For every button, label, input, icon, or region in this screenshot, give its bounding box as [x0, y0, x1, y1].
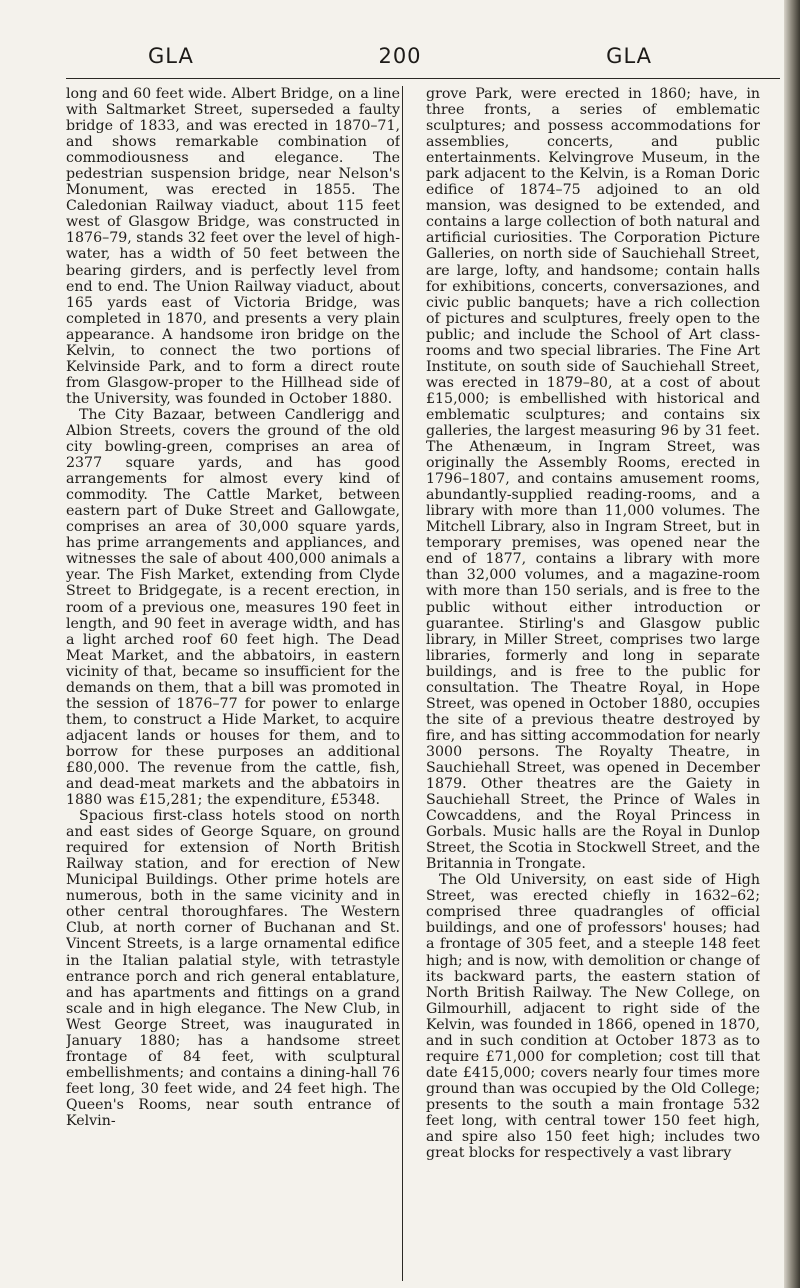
- paragraph: The Old University, on east side of High Street, was erected chiefly in 1632–62; comprised three quadrangles of official buildings, and one of professors' houses; had a frontage of 305 feet, and a steeple 148 feet high; and is now, with demolition or change of its backward parts, the eastern station of North British Railway. The New College, on Gilmourhill, adjacent to right side of the Kelvin, was founded in 1866, opened in 1870, and in such condition at October 1873 as to require £71,000 for completion; cost till that date £415,000; covers nearly four times more ground than was occupied by the Old College; presents to the south a main frontage 532 feet long, with central tower 150 feet high, and spire also 150 feet high; includes two great blocks for respectively a vast library: [426, 872, 760, 1162]
- paragraph: The City Bazaar, between Candlerigg and Albion Streets, covers the ground of the old city bowling-green, comprises an area of 2377 square yards, and has good arrangements for almost every kind of commodity. The Cattle Market, between eastern part of Duke Street and Gallowgate, comprises an area of 30,000 square yards, has prime arrangements and appliances, and witnesses the sale of about 400,000 animals a year. The Fish Market, extending from Clyde Street to Bridgegate, is a recent erection, in room of a previous one, measures 190 feet in length, and 90 feet in average width, and has a light arched roof 60 feet high. The Dead Meat Market, and the abbatoirs, in eastern vicinity of that, became so insufficient for the demands on them, that a bill was promoted in the session of 1876–77 for power to enlarge them, to construct a Hide Market, to acquire adjacent lands or houses for them, and to borrow for these purposes an additional £80,000. The revenue from the cattle, fish, and dead-meat markets and the abbatoirs in 1880 was £15,281; the expenditure, £5348.: [66, 406, 400, 809]
- left-column: [66, 86, 400, 1282]
- paragraph: grove Park, were erected in 1860; have, in three fronts, a series of emblematic sculptures; and possess accommodations for assemblies, concerts, and public entertainments. Kelvingrove Museum, in the park adjacent to the Kelvin, is a Roman Doric edifice of 1874–75 adjoined to an old mansion, was designed to be extended, and contains a large collection of both natural and artificial curiosities. The Corporation Picture Galleries, on north side of Sauchiehall Street, are large, lofty, and handsome; contain halls for exhibitions, concerts, conversaziones, and civic public banquets; have a rich collection of pictures and sculptures, freely open to the public; and include the School of Art class-rooms and two special libraries. The Fine Art Institute, on south side of Sauchiehall Street, was erected in 1879–80, at a cost of about £15,000; is embellished with historical and emblematic sculptures; and contains six galleries, the largest measuring 96 by 31 feet. The Athenæum, in Ingram Street, was originally the Assembly Rooms, erected in 1796–1807, and contains amusement rooms, abundantly-supplied reading-rooms, and a library with more than 11,000 volumes. The Mitchell Library, also in Ingram Street, but in temporary premises, was opened near the end of 1877, contains a library with more than 32,000 volumes, and a magazine-room with more than 150 serials, and is free to the public without either introduction or guarantee. Stirling's and Glasgow public library, in Miller Street, comprises two large libraries, formerly and long in separate buildings, and is free to the public for consultation. The Theatre Royal, in Hope Street, was opened in October 1880, occupies the site of a previous theatre destroyed by fire, and has sitting accommodation for nearly 3000 persons. The Royalty Theatre, in Sauchiehall Street, was opened in December 1879. Other theatres are the Gaiety in Sauchiehall Street, the Prince of Wales in Cowcaddens, and the Royal Princess in Gorbals. Music halls are the Royal in Dunlop Street, the Scotia in Stockwell Street, and the Britannia in Trongate.: [426, 86, 760, 873]
- page-edge-shadow: [784, 0, 800, 1288]
- right-column: [426, 86, 760, 1282]
- paragraph: Spacious first-class hotels stood on north and east sides of George Square, on ground required for extension of North British Railway station, and for erection of New Municipal Buildings. Other prime hotels are numerous, both in the same vicinity and in other central thoroughfares. The Western Club, at north corner of Buchanan and St. Vincent Streets, is a large ornamental edifice in the Italian palatial style, with tetrastyle entrance porch and rich general entablature, and has apartments and fittings on a grand scale and in high elegance. The New Club, in West George Street, was inaugurated in January 1880; has a handsome street frontage of 84 feet, with sculptural embellishments; and contains a dining-hall 76 feet long, 30 feet wide, and 24 feet high. The Queen's Rooms, near south entrance of Kelvin-: [66, 808, 400, 1129]
- paragraph: long and 60 feet wide. Albert Bridge, on a line with Saltmarket Street, superseded a faulty bridge of 1833, and was erected in 1870–71, and shows remarkable combination of commodiousness and elegance. The pedestrian suspension bridge, near Nelson's Monument, was erected in 1855. The Caledonian Railway viaduct, about 115 feet west of Glasgow Bridge, was constructed in 1876–79, stands 32 feet over the level of high-water, has a width of 50 feet between the bearing girders, and is perfectly level from end to end. The Union Railway viaduct, about 165 yards east of Victoria Bridge, was completed in 1870, and presents a very plain appearance. A handsome iron bridge on the Kelvin, to connect the two portions of Kelvinside Park, and to form a direct route from Glasgow-proper to the Hillhead side of the University, was founded in October 1880.: [66, 86, 400, 407]
- page-number: 200: [378, 44, 422, 68]
- header-right-keyword: GLA: [606, 44, 652, 68]
- running-header: [148, 44, 652, 74]
- column-divider: [402, 86, 403, 1281]
- header-left-keyword: GLA: [148, 44, 194, 68]
- header-rule: [66, 78, 780, 79]
